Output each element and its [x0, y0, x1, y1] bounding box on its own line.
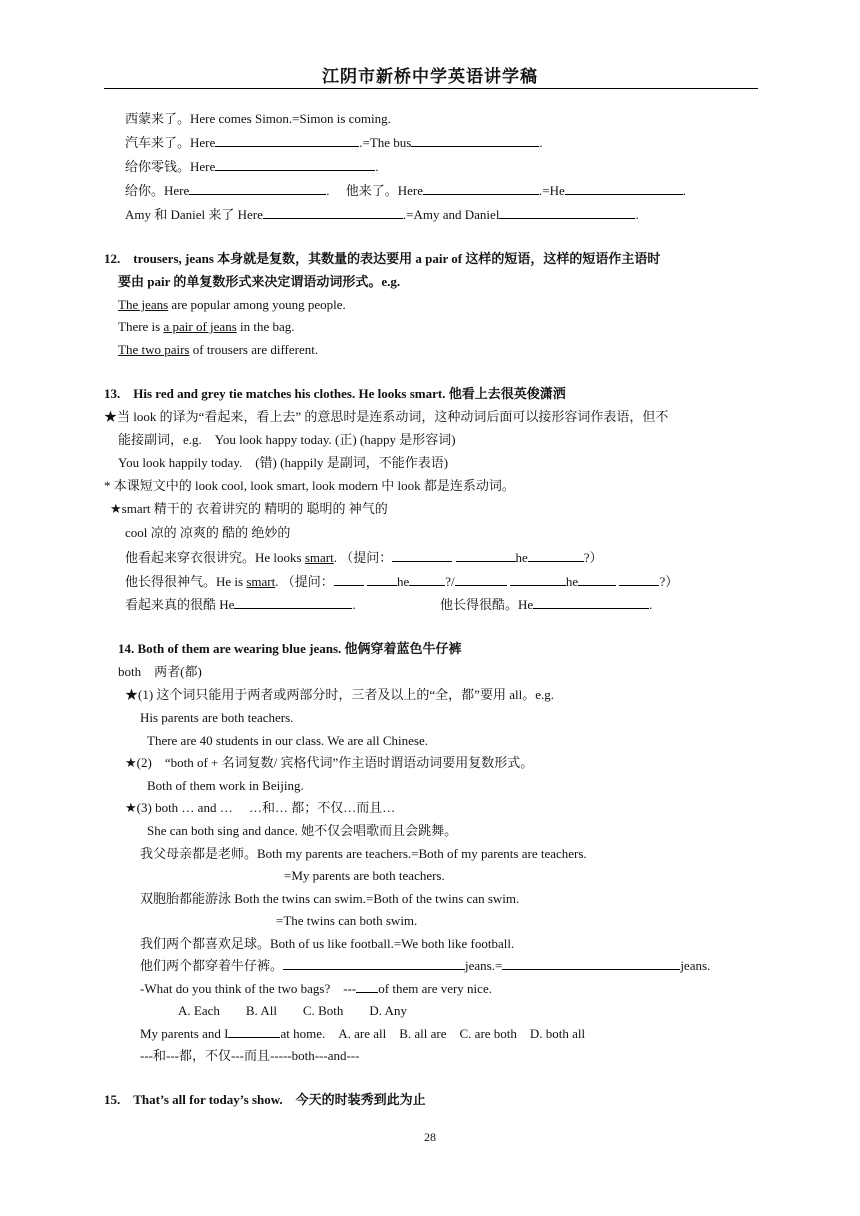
section-12-heading: 12. trousers, jeans 本身就是复数，其数量的表达要用 a pair of 这样的短语，这样的短语作主语时 — [104, 251, 661, 266]
answer-blank[interactable] — [392, 549, 452, 562]
s14-line: =The twins can both swim. — [276, 913, 418, 928]
s14-line: both 两者(都) — [118, 664, 202, 679]
answer-blank[interactable] — [411, 134, 539, 147]
s14-exercise-3: My parents and I at home. A. are all B. all are C. are both D. both all — [140, 1026, 586, 1041]
section-12-heading-cont: 要由 pair 的单复数形式来决定谓语动词形式。e.g. — [118, 274, 401, 289]
s12-example-1: The jeans are popular among young people. — [118, 297, 346, 312]
s13-translation-1: 看起来真的很酷 He . — [125, 597, 356, 612]
s13-line: ★当 look 的译为“看起来，看上去” 的意思时是连系动词，这种动词后面可以接形容词作表语，但不 — [104, 409, 669, 424]
answer-blank[interactable] — [283, 957, 465, 970]
header-rule — [104, 88, 758, 89]
header-title: 江阴市新桥中学英语讲学稿 — [322, 67, 538, 86]
here-line-4: 给你。Here . 他来了。Here .=He . — [125, 183, 687, 198]
here-line-3: 给你零钱。Here . — [125, 159, 379, 174]
s14-line: His parents are both teachers. — [140, 710, 294, 725]
s13-line: ★smart 精干的 衣着讲究的 精明的 聪明的 神气的 — [110, 501, 388, 516]
answer-blank[interactable] — [263, 206, 403, 219]
answer-blank[interactable] — [215, 134, 359, 147]
s14-choices-1: A. Each B. All C. Both D. Any — [178, 1003, 407, 1018]
page-number: 28 — [424, 1130, 436, 1144]
s14-line: She can both sing and dance. 她不仅会唱歌而且会跳舞。 — [147, 823, 458, 838]
s14-line: ★(3) both … and … …和… 都；不仅…而且… — [125, 800, 396, 815]
answer-blank[interactable] — [334, 573, 364, 586]
answer-blank[interactable] — [234, 596, 352, 609]
answer-blank[interactable] — [456, 549, 516, 562]
answer-blank[interactable] — [499, 206, 635, 219]
answer-blank[interactable] — [502, 957, 680, 970]
s14-line: There are 40 students in our class. We are all Chinese. — [147, 733, 429, 748]
s13-line: 能接副词，e.g. You look happy today. (正) (happy 是形容词) — [118, 432, 456, 447]
answer-blank[interactable] — [367, 573, 397, 586]
s14-line: 我父母亲都是老师。Both my parents are teachers.=Both of my parents are teachers. — [140, 846, 587, 861]
answer-blank[interactable] — [528, 549, 584, 562]
s13-line: You look happily today. (错) (happily 是副词，不能作表语) — [118, 455, 449, 470]
s14-exercise-2: -What do you think of the two bags? --- of them are very nice. — [140, 981, 492, 996]
answer-blank[interactable] — [578, 573, 616, 586]
section-15-heading: 15. That’s all for today’s show. 今天的时装秀到此为止 — [104, 1092, 426, 1107]
s14-line: 双胞胎都能游泳 Both the twins can swim.=Both of the twins can swim. — [140, 891, 520, 906]
section-14-heading: 14. Both of them are wearing blue jeans. 他俩穿着蓝色牛仔裤 — [118, 641, 462, 656]
answer-blank[interactable] — [356, 980, 378, 993]
s13-question-1: 他看起来穿衣很讲究。He looks smart. （提问： he ?） — [125, 550, 603, 565]
section-13-heading: 13. His red and grey tie matches his clothes. He looks smart. 他看上去很英俊潇洒 — [104, 386, 566, 401]
s14-exercise-1: 他们两个都穿着牛仔裤。 jeans.= jeans. — [140, 958, 711, 973]
s12-example-2: There is a pair of jeans in the bag. — [118, 319, 295, 334]
answer-blank[interactable] — [423, 182, 539, 195]
s12-example-3: The two pairs of trousers are different. — [118, 342, 319, 357]
s14-line: ★(1) 这个词只能用于两者或两部分时，三者及以上的“全，都”要用 all。e.g. — [125, 687, 554, 702]
here-line-5: Amy 和 Daniel 来了 Here .=Amy and Daniel . — [125, 207, 639, 222]
answer-blank[interactable] — [455, 573, 507, 586]
s14-summary: ---和---都，不仅---而且-----both---and--- — [140, 1048, 360, 1063]
s13-question-2: 他长得很神气。He is smart. （提问： he ?/ he ?） — [125, 574, 679, 589]
s13-translation-2: 他长得很酷。He . — [440, 597, 653, 612]
s14-line: ★(2) “both of + 名词复数/ 宾格代词”作主语时谓语动词要用复数形式。 — [125, 755, 534, 770]
s14-line: =My parents are both teachers. — [284, 868, 445, 883]
answer-blank[interactable] — [409, 573, 445, 586]
here-line-1: 西蒙来了。Here comes Simon.=Simon is coming. — [125, 111, 391, 126]
s14-line: 我们两个都喜欢足球。Both of us like football.=We both like football. — [140, 936, 515, 951]
here-line-2: 汽车来了。Here .=The bus . — [125, 135, 543, 150]
s14-line: Both of them work in Beijing. — [147, 778, 304, 793]
answer-blank[interactable] — [619, 573, 659, 586]
answer-blank[interactable] — [215, 158, 375, 171]
answer-blank[interactable] — [228, 1025, 280, 1038]
s13-line: * 本课短文中的 look cool, look smart, look modern 中 look 都是连系动词。 — [104, 478, 515, 493]
answer-blank[interactable] — [533, 596, 649, 609]
answer-blank[interactable] — [189, 182, 326, 195]
s13-line: cool 凉的 凉爽的 酷的 绝妙的 — [125, 525, 291, 540]
answer-blank[interactable] — [510, 573, 566, 586]
answer-blank[interactable] — [565, 182, 683, 195]
